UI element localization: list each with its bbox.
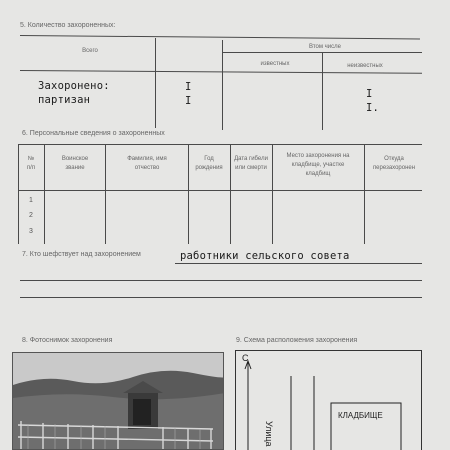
- table6-vline-0: [18, 144, 19, 244]
- patron-value: работники сельского совета: [180, 250, 350, 262]
- table6-vline-3: [188, 144, 189, 244]
- header-death: Дата гибели или смерти: [234, 156, 268, 171]
- total-value-2: I: [185, 95, 192, 107]
- table5-col-total: Всего: [82, 48, 98, 54]
- table5-vline-1: [155, 38, 156, 128]
- table6-header-line: [18, 190, 422, 191]
- row-number: 3: [29, 228, 33, 235]
- table5-col-known: известных: [260, 61, 290, 67]
- table5-vline-2: [222, 40, 223, 130]
- section7-line-1: [175, 263, 422, 264]
- table5-col-including: Втом числе: [309, 44, 341, 50]
- header-name: Фамилия, имя отчество: [127, 156, 167, 171]
- total-value-1: I: [185, 81, 192, 93]
- row-label-buried: Захоронено:: [38, 80, 110, 92]
- section7-line-3: [20, 297, 422, 298]
- header-birth: Год рождения: [195, 156, 223, 171]
- row-number: 1: [29, 197, 33, 204]
- section7-line-2: [20, 280, 422, 281]
- location-scheme: [235, 350, 422, 450]
- header-no: № п/п: [26, 156, 36, 171]
- row-number: 2: [29, 212, 33, 219]
- table6-vline-6: [364, 144, 365, 244]
- cemetery-label: КЛАДБИЩЕ: [338, 411, 383, 420]
- table5-col-unknown: неизвестных: [347, 63, 383, 69]
- table6-vline-2: [105, 144, 106, 244]
- header-from: Откуда перезахоронен: [372, 156, 416, 171]
- unknown-value-1: I: [366, 88, 373, 100]
- header-rank: Воинское звание: [61, 156, 89, 171]
- street-label: Улица: [264, 421, 274, 447]
- table5-top-line: [20, 35, 420, 39]
- table5-vline-3: [322, 52, 323, 130]
- table6-top-line: [18, 144, 422, 145]
- section7-title: 7. Кто шефствует над захоронением: [22, 251, 141, 258]
- section8-title: 8. Фотоснимок захоронения: [22, 337, 113, 344]
- table6-vline-1: [44, 144, 45, 244]
- unknown-value-2: I.: [366, 102, 380, 114]
- section5-title: 5. Количество захороненных:: [20, 22, 116, 29]
- section9-title: 9. Схема расположения захоронения: [236, 337, 358, 344]
- burial-photo: [12, 352, 224, 450]
- row-label-partisans: партизан: [38, 94, 91, 106]
- section6-title: 6. Персональные сведения о захороненных: [22, 130, 165, 137]
- header-place: Место захоронения на кладбище, участке кладбищ: [286, 153, 350, 177]
- north-marker: С: [242, 353, 249, 363]
- table6-vline-5: [272, 144, 273, 244]
